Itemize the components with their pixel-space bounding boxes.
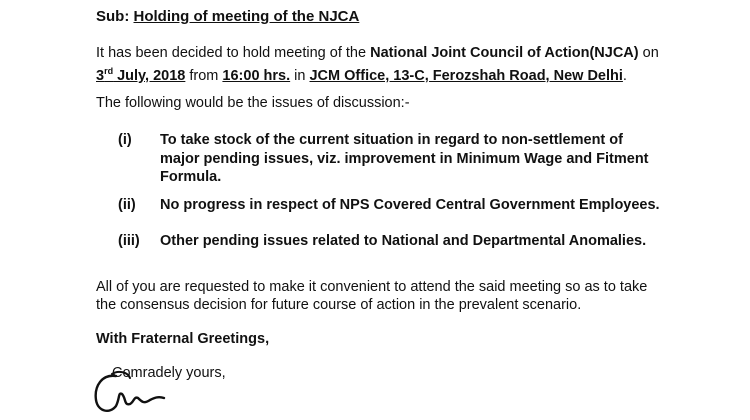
issue-number-2: (ii) xyxy=(118,197,136,213)
subject-title: Holding of meeting of the NJCA xyxy=(133,8,360,25)
greeting: With Fraternal Greetings, xyxy=(96,331,270,347)
request-line-2: the consensus decision for future course of action in the prevalent scenario. xyxy=(96,297,582,313)
meeting-date xyxy=(96,68,185,84)
intro-line-1 xyxy=(96,44,659,62)
intro-text-1: It has been decided to hold meeting of the xyxy=(96,45,371,61)
issue-1-line-3: Formula. xyxy=(160,169,222,185)
issue-1-line-1: To take stock of the current situation in regard to non-settlement of xyxy=(160,132,623,148)
meeting-venue: JCM Office, 13-C, Ferozshah Road, New Delhi xyxy=(309,67,623,84)
end-period: . xyxy=(622,67,627,84)
request-line-1: All of you are requested to make it convenient to attend the said meeting so as to take xyxy=(96,279,648,295)
date-suffix: rd xyxy=(104,66,114,76)
in-text: in xyxy=(290,67,310,84)
intro-line-2 xyxy=(96,62,627,85)
issue-number-1: (i) xyxy=(118,132,132,148)
subject-line xyxy=(96,8,359,26)
meeting-time: 16:00 hrs. xyxy=(222,67,291,84)
date-day: 3 xyxy=(96,67,105,84)
closing: Comradely yours, xyxy=(112,365,226,381)
date-rest: July, 2018 xyxy=(113,67,186,84)
issue-3-line-1: Other pending issues related to National and Departmental Anomalies. xyxy=(160,233,647,249)
issue-number-3: (iii) xyxy=(118,233,140,249)
intro-text-2: on xyxy=(638,45,659,61)
issue-1-line-2: major pending issues, viz. improvement in Minimum Wage and Fitment xyxy=(160,151,649,167)
issue-2-line-1: No progress in respect of NPS Covered Central Government Employees. xyxy=(160,197,660,213)
org-name: National Joint Council of Action(NJCA) xyxy=(370,45,639,61)
issues-heading: The following would be the issues of discussion:- xyxy=(96,95,410,111)
subject-prefix: Sub: xyxy=(96,8,134,25)
from-text: from xyxy=(185,67,223,84)
signature-image xyxy=(88,368,168,420)
